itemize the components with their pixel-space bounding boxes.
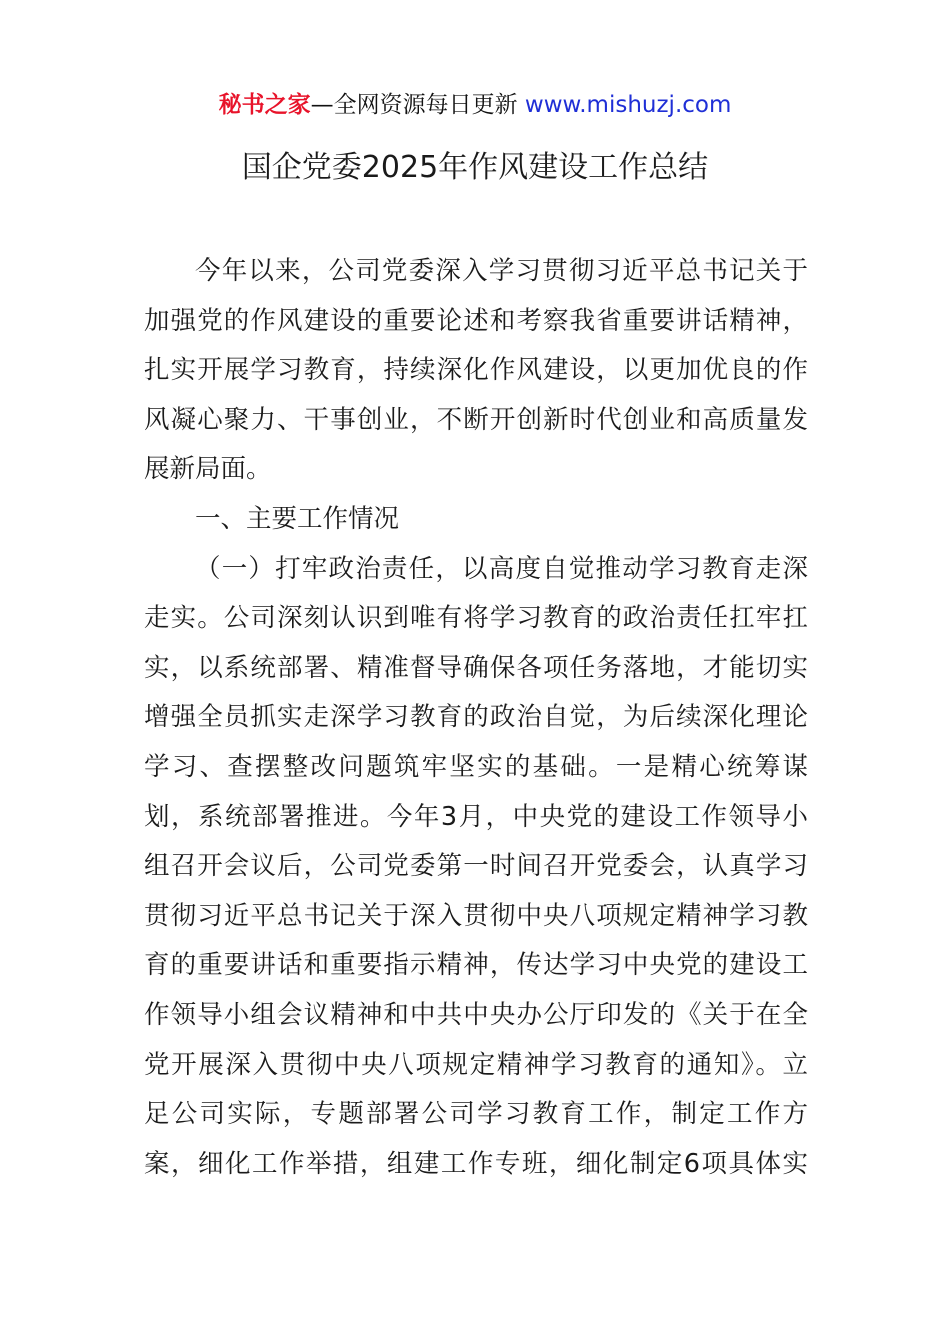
section-heading: 一、主要工作情况 [195,503,400,534]
paragraph-line: 走实。公司深刻认识到唯有将学习教育的政治责任扛牢扛 [144,603,808,634]
paragraph-line: 展新局面。 [144,454,272,485]
paragraph-line: 增强全员抓实走深学习教育的政治自觉，为后续深化理论 [144,702,808,733]
paragraph-line: 案，细化工作举措，组建工作专班，细化制定6项具体实 [144,1148,808,1179]
paragraph-line: 风凝心聚力、干事创业，不断开创新时代创业和高质量发 [144,404,808,435]
paragraph-line: 足公司实际，专题部署公司学习教育工作，制定工作方 [144,1099,808,1130]
paragraph-line: （一）打牢政治责任，以高度自觉推动学习教育走深 [195,553,808,584]
document-body [144,247,808,1189]
site-header [0,88,950,122]
brand-name: 秘书之家 [218,92,311,118]
paragraph-line: 学习、查摆整改问题筑牢坚实的基础。一是精心统筹谋 [144,751,808,782]
paragraph-line: 加强党的作风建设的重要论述和考察我省重要讲话精神， [144,305,808,336]
site-link[interactable]: www.mishuzj.com [524,92,732,118]
paragraph-line: 实，以系统部署、精准督导确保各项任务落地，才能切实 [144,652,808,683]
paragraph-line: 作领导小组会议精神和中共中央办公厅印发的《关于在全 [144,999,808,1030]
paragraph-line: 扎实开展学习教育，持续深化作风建设，以更加优良的作 [144,355,808,386]
document-title: 国企党委2025年作风建设工作总结 [241,150,709,185]
paragraph-line: 党开展深入贯彻中央八项规定精神学习教育的通知》。立 [144,1049,808,1080]
paragraph-line: 贯彻习近平总书记关于深入贯彻中央八项规定精神学习教 [144,900,808,931]
paragraph-line: 组召开会议后，公司党委第一时间召开党委会，认真学习 [144,851,808,882]
header-tagline: —全网资源每日更新 [310,92,518,118]
paragraph-line: 今年以来，公司党委深入学习贯彻习近平总书记关于 [195,256,808,286]
paragraph-line: 育的重要讲话和重要指示精神，传达学习中央党的建设工 [144,950,808,981]
paragraph-line: 划，系统部署推进。今年3月，中央党的建设工作领导小 [144,801,808,832]
